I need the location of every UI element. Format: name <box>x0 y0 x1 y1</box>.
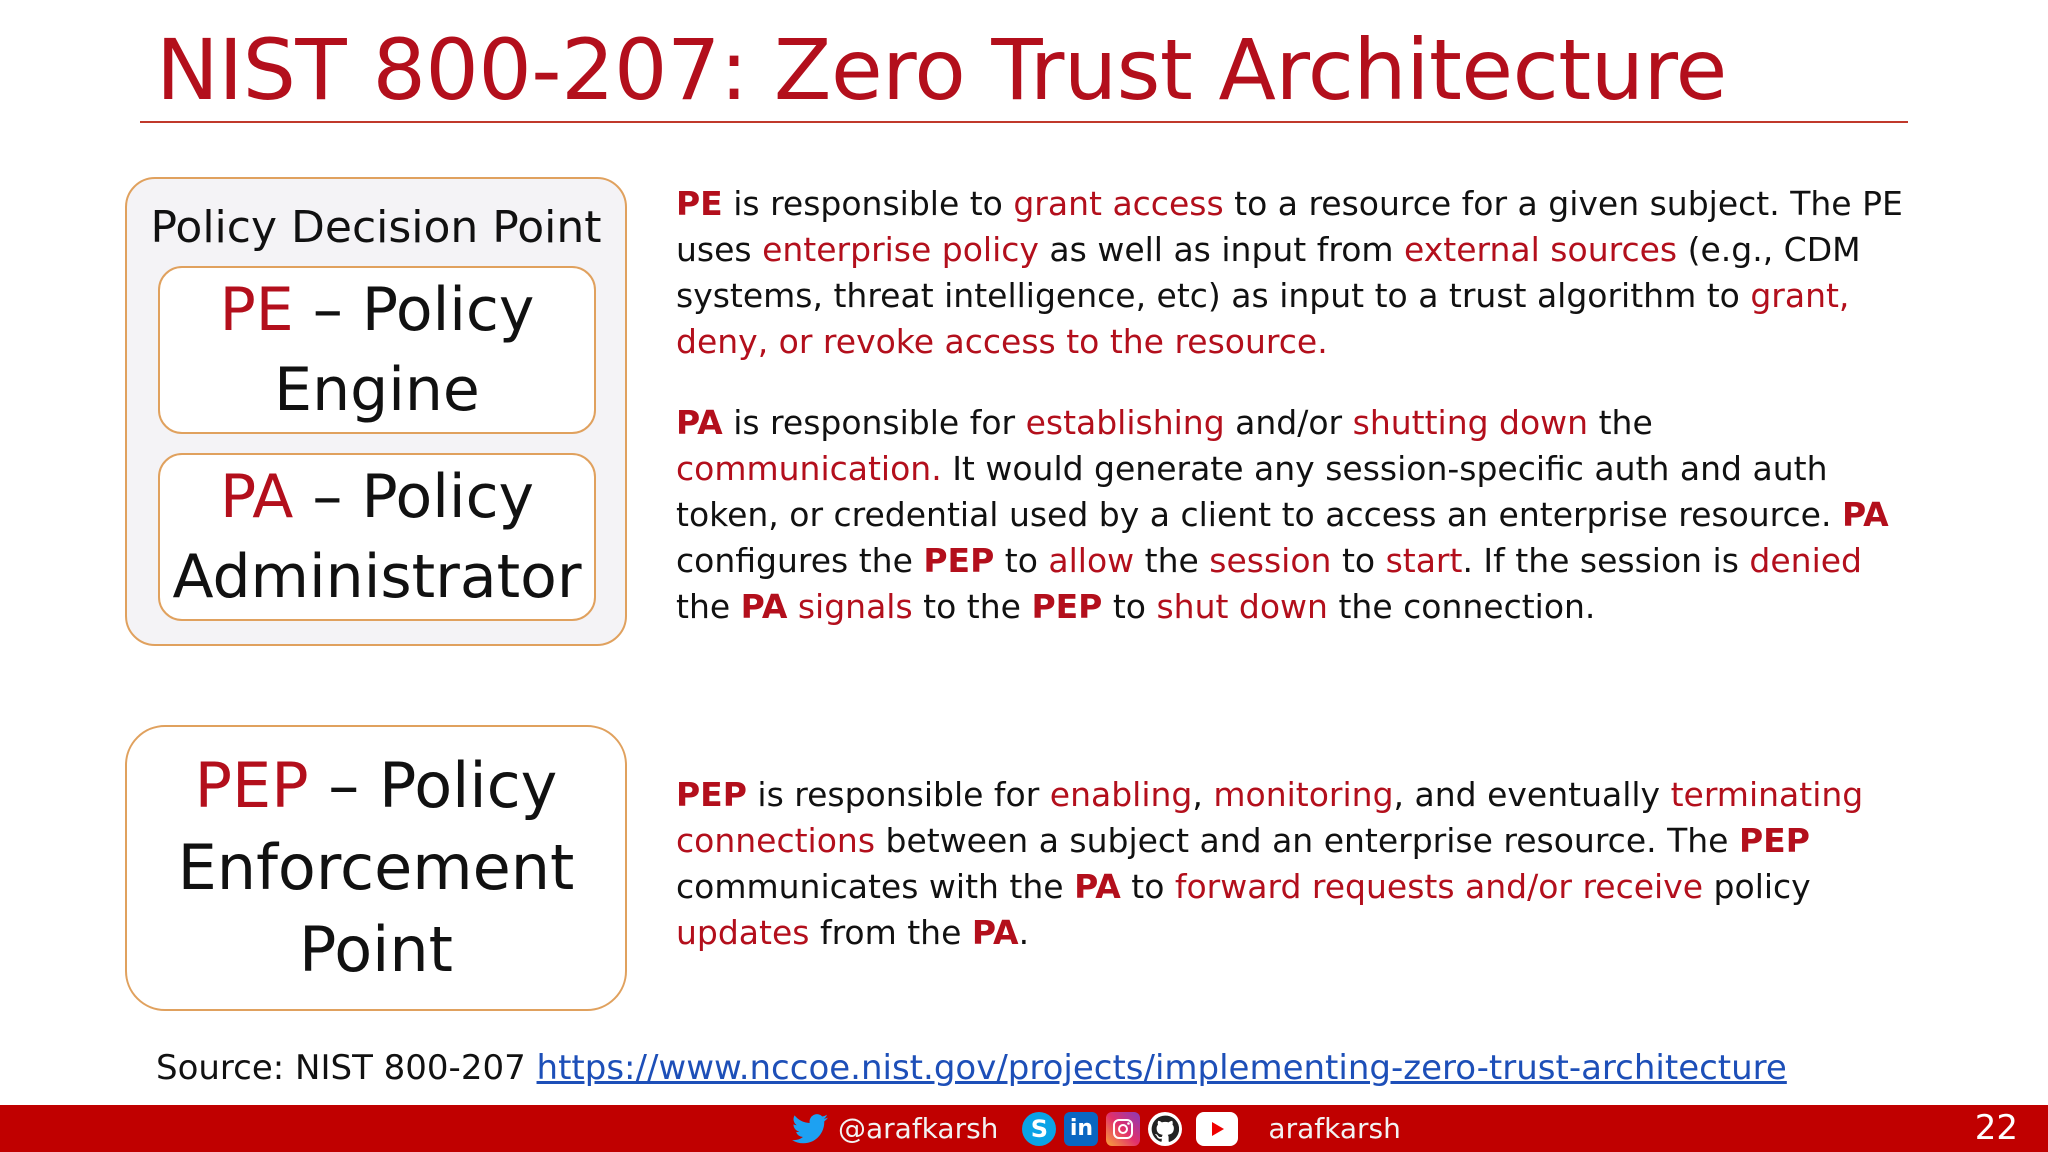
source-citation: Source: NIST 800-207 https://www.nccoe.nist.gov/projects/implementing-zero-trust-architecture <box>156 1048 1787 1088</box>
slide-title: NIST 800-207: Zero Trust Architecture <box>156 21 1727 119</box>
pa-description: PA is responsible for establishing and/or shutting down the communication. It would generate any session-specific auth and auth token, or credential used by a client to access an enterprise resource. PA configures the PEP to allow the session to start. If the session is denied the PA signals to the PEP to shut down the connection. <box>676 403 1889 626</box>
linkedin-icon[interactable]: in <box>1064 1112 1098 1146</box>
policy-decision-point-label: Policy Decision Point <box>150 202 602 253</box>
pa-acronym: PA <box>219 462 294 532</box>
footer-bar <box>0 1105 2048 1152</box>
instagram-icon[interactable] <box>1106 1112 1140 1146</box>
policy-engine-label: Engine <box>274 355 480 425</box>
pep-acronym: PEP <box>194 749 309 822</box>
channel-name[interactable]: arafkarsh <box>1268 1112 1401 1145</box>
pep-description: PEP is responsible for enabling, monitoring, and eventually terminating connections between a subject and an enterprise resource. The PEP communicates with the PA to forward requests and/or receive policy updates from the PA. <box>676 775 1864 952</box>
policy-administrator-label: Administrator <box>172 542 582 612</box>
policy-enforcement-point-box: PEP – Policy Enforcement Point <box>125 725 627 1011</box>
social-links <box>792 1105 1401 1152</box>
pe-acronym: PE <box>219 275 294 345</box>
twitter-handle[interactable]: @arafkarsh <box>838 1112 999 1145</box>
youtube-icon[interactable] <box>1196 1112 1238 1146</box>
twitter-icon[interactable] <box>792 1114 828 1144</box>
slide-number: 22 <box>1974 1108 2018 1148</box>
title-divider <box>140 121 1908 123</box>
policy-engine-box: PE – Policy Engine <box>158 266 596 434</box>
github-icon[interactable] <box>1148 1112 1182 1146</box>
policy-decision-point-box <box>125 177 627 646</box>
source-link[interactable]: https://www.nccoe.nist.gov/projects/implementing-zero-trust-architecture <box>536 1048 1787 1088</box>
pe-description: PE is responsible to grant access to a resource for a given subject. The PE uses enterprise policy as well as input from external sources (e.g., CDM systems, threat intelligence, etc) as input to a trust algorithm to grant, deny, or revoke access to the resource. <box>676 184 1903 361</box>
policy-administrator-box: PA – Policy Administrator <box>158 453 596 621</box>
skype-icon[interactable]: S <box>1022 1112 1056 1146</box>
